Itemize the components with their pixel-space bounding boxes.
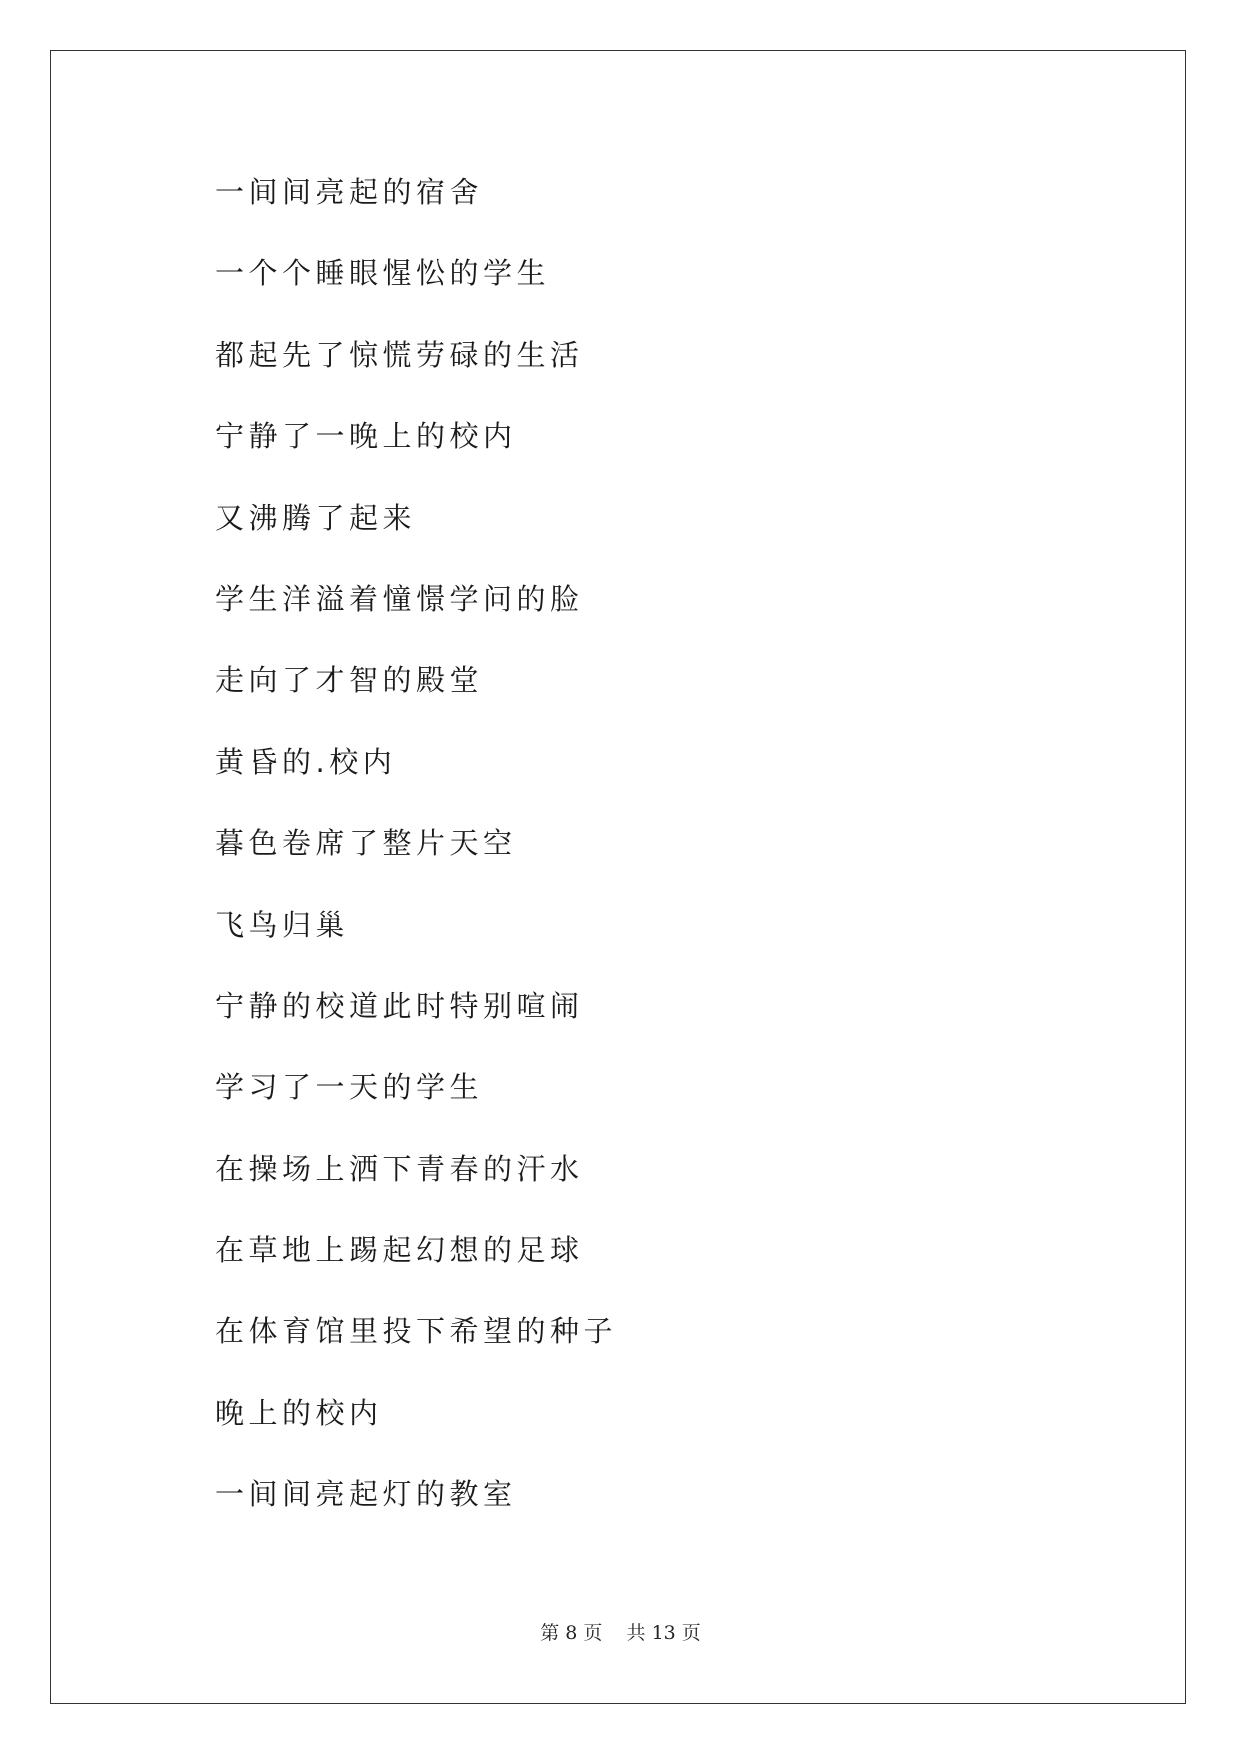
poem-line: 又沸腾了起来	[215, 500, 417, 535]
poem-line: 在体育馆里投下希望的种子	[215, 1314, 618, 1349]
poem-line: 飞鸟归巢	[215, 907, 350, 942]
poem-line: 宁静了一晚上的校内	[215, 419, 517, 454]
poem-line: 走向了才智的殿堂	[215, 663, 484, 698]
poem-line: 宁静的校道此时特别喧闹	[215, 988, 584, 1023]
poem-line: 学生洋溢着憧憬学问的脸	[215, 581, 584, 616]
poem-line: 暮色卷席了整片天空	[215, 826, 517, 861]
poem-line: 都起先了惊慌劳碌的生活	[215, 337, 584, 372]
poem-line: 在操场上洒下青春的汗水	[215, 1151, 584, 1186]
poem-line: 晚上的校内	[215, 1395, 383, 1430]
page-number-footer: 第 8 页 共 13 页	[540, 1622, 701, 1644]
poem-line: 一间间亮起灯的教室	[215, 1477, 517, 1512]
poem-line: 黄昏的.校内	[215, 744, 397, 779]
poem-body	[215, 168, 617, 1552]
poem-line: 在草地上踢起幻想的足球	[215, 1233, 584, 1268]
poem-line: 一个个睡眼惺忪的学生	[215, 256, 551, 291]
poem-line: 一间间亮起的宿舍	[215, 175, 484, 209]
poem-line: 学习了一天的学生	[215, 1070, 484, 1105]
